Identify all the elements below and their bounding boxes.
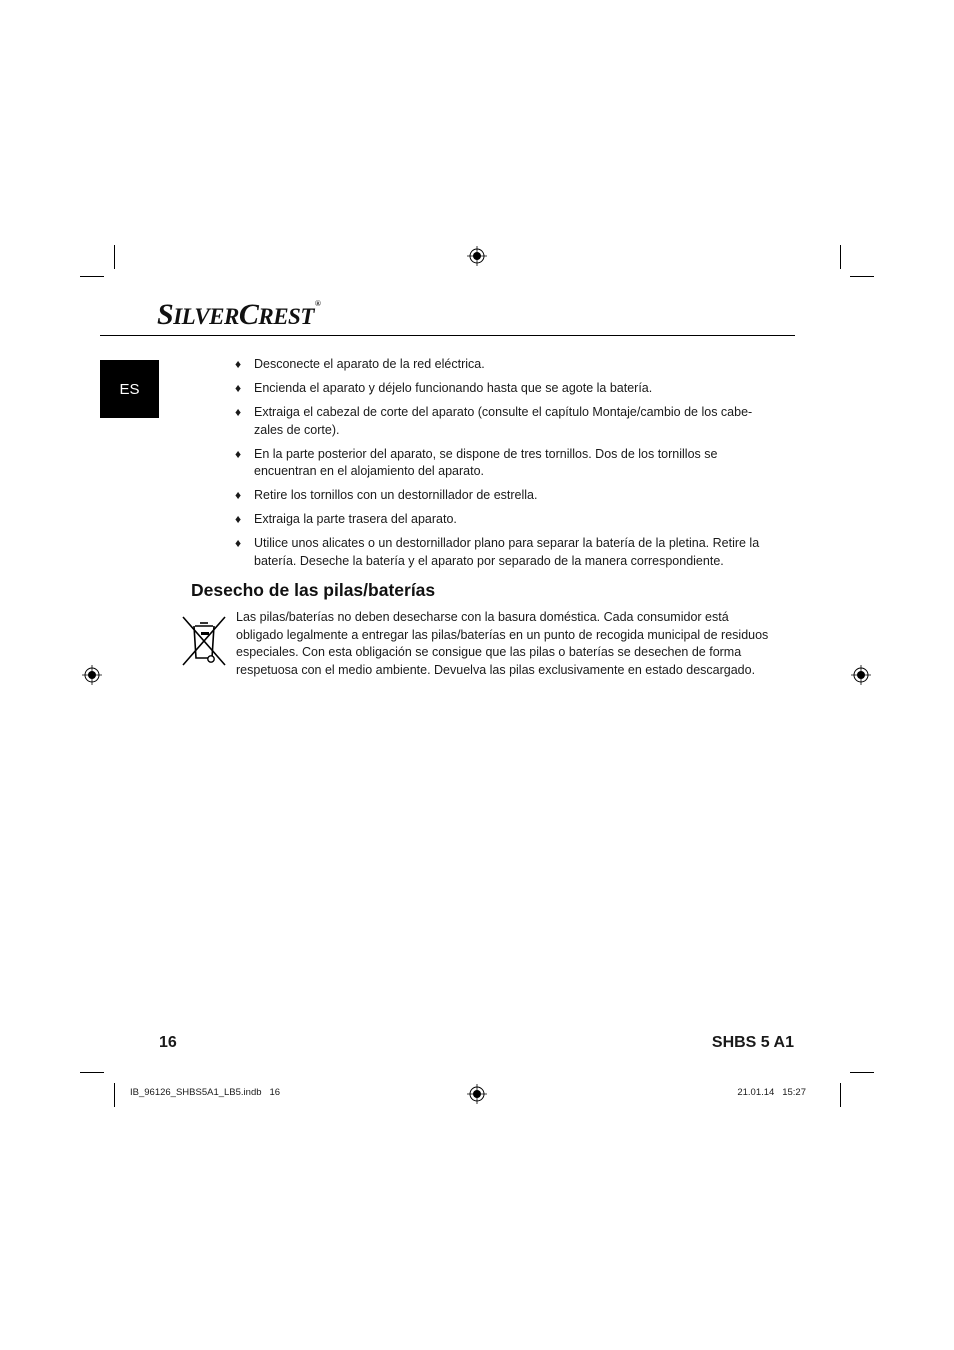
header-rule [100, 335, 795, 336]
crossed-out-wheelie-bin-icon [180, 614, 228, 668]
diamond-bullet-icon: ♦ [235, 536, 242, 550]
list-item: ♦ Extraiga la parte trasera del aparato. [235, 511, 775, 529]
print-file-info: IB_96126_SHBS5A1_LB5.indb 16 [130, 1087, 281, 1098]
diamond-bullet-icon: ♦ [235, 381, 242, 395]
registration-mark-icon [82, 665, 102, 685]
crop-mark [80, 1072, 104, 1073]
crop-mark [114, 245, 115, 269]
section-heading: Desecho de las pilas/baterías [191, 580, 436, 600]
crop-mark [840, 1083, 841, 1107]
crop-mark [850, 276, 874, 277]
list-item: ♦ Desconecte el aparato de la red eléctrica. [235, 356, 775, 374]
list-item: ♦ Retire los tornillos con un destornillador de estrella. [235, 487, 775, 505]
list-item: ♦ En la parte posterior del aparato, se dispone de tres tornillos. Dos de los tornillos se encuentran en el alojamiento del aparato. [235, 446, 718, 478]
list-item: ♦ Extraiga el cabezal de corte del aparato (consulte el capítulo Montaje/cambio de los cabe- zales de corte). [235, 405, 753, 437]
registration-mark-icon [467, 1084, 487, 1104]
diamond-bullet-icon: ♦ [235, 357, 242, 371]
diamond-bullet-icon: ♦ [235, 446, 242, 461]
crop-mark [114, 1083, 115, 1107]
diamond-bullet-icon: ♦ [235, 512, 242, 526]
list-item: ♦ Encienda el aparato y déjelo funcionando hasta que se agote la batería. [235, 380, 775, 398]
crop-mark [840, 245, 841, 269]
diamond-bullet-icon: ♦ [235, 405, 242, 419]
print-date-info: 21.01.14 15:27 [737, 1087, 806, 1098]
step-list [235, 356, 775, 577]
registration-mark-icon [851, 665, 871, 685]
page-number: 16 [159, 1034, 177, 1051]
model-number: SHBS 5 A1 [711, 1034, 794, 1051]
registration-mark-icon [467, 246, 487, 266]
diamond-bullet-icon: ♦ [235, 488, 242, 502]
list-item: ♦ Utilice unos alicates o un destornillador plano para separar la batería de la pletina. Retire la batería. Deseche la batería y el aparato por separado de la manera correspondiente. [235, 536, 760, 568]
crop-mark [80, 276, 104, 277]
brand-logo: SILVERCREST® [157, 298, 321, 331]
crop-mark [850, 1072, 874, 1073]
section-body: Las pilas/baterías no deben desecharse con la basura doméstica. Cada consumidor está obligado legalmente a entregar las pilas/baterías en un punto de recogida municipal de residuos especiales. Con esta obligación se consigue que las pilas o baterías se desechen de forma respetuosa con el medio ambiente. Devuelva las pilas exclusivamente en estado descargado. [236, 610, 769, 677]
language-tab: ES [100, 360, 159, 418]
